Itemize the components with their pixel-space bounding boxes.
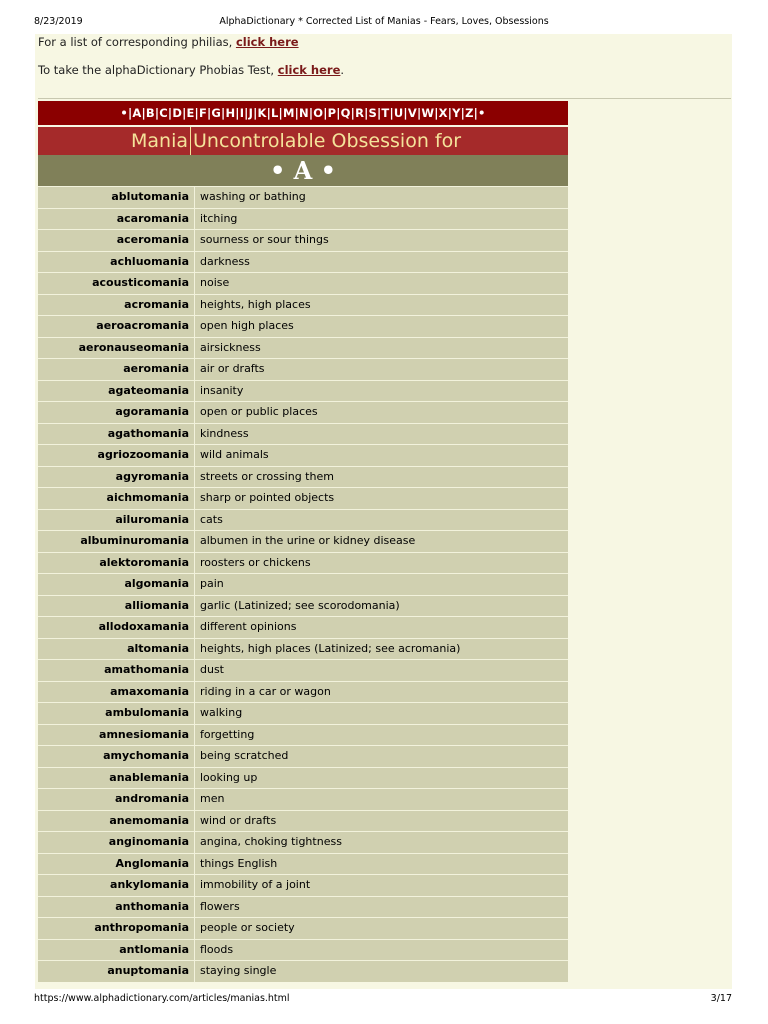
table-row (38, 659, 568, 681)
nav-letter-b[interactable]: B (145, 106, 155, 120)
alphabet-nav (38, 101, 568, 125)
mania-term: altomania (38, 639, 195, 660)
nav-separator: | (447, 106, 453, 120)
mania-definition: dust (200, 663, 224, 676)
nav-letter-k[interactable]: K (257, 106, 267, 120)
nav-separator: | (308, 106, 314, 120)
nav-separator: | (336, 106, 341, 120)
mania-definition: wild animals (200, 448, 269, 461)
table-row (38, 251, 568, 273)
nav-letter-d[interactable]: D (172, 106, 183, 120)
nav-letter-e[interactable]: E (186, 106, 195, 120)
nav-letter-m[interactable]: M (282, 106, 295, 120)
table-row (38, 573, 568, 595)
mania-term: ablutomania (38, 187, 195, 208)
mania-term: agateomania (38, 381, 195, 402)
mania-definition: immobility of a joint (200, 878, 311, 891)
mania-definition: washing or bathing (200, 190, 306, 203)
table-row (38, 638, 568, 660)
nav-separator: | (207, 106, 212, 120)
phobias-test-link[interactable]: click here (277, 63, 341, 77)
nav-separator: | (127, 106, 133, 120)
nav-separator: | (416, 106, 422, 120)
table-row (38, 616, 568, 638)
table-row (38, 767, 568, 789)
mania-table (38, 101, 568, 982)
table-row (38, 272, 568, 294)
mania-term: aeromania (38, 359, 195, 380)
table-row (38, 358, 568, 380)
nav-letter-s[interactable]: S (368, 106, 378, 120)
table-row (38, 788, 568, 810)
print-date: 8/23/2019 (34, 16, 83, 27)
mania-definition: heights, high places (200, 297, 311, 311)
nav-letter-x[interactable]: X (438, 106, 448, 120)
mania-definition: darkness (200, 254, 250, 268)
mania-term: anthropomania (38, 918, 195, 939)
mania-definition: open high places (200, 319, 294, 332)
phobias-test-period: . (340, 63, 345, 77)
nav-separator: | (235, 106, 240, 120)
table-header (38, 125, 568, 155)
philias-intro (38, 35, 299, 49)
mania-definition: forgetting (200, 727, 255, 741)
nav-letter-v[interactable]: V (407, 106, 417, 120)
nav-bullet-right: • (478, 106, 486, 120)
table-row (38, 831, 568, 853)
nav-letter-l[interactable]: L (271, 106, 279, 120)
mania-term: anuptomania (38, 961, 195, 982)
table-row (38, 401, 568, 423)
mania-definition: open or public places (200, 405, 318, 418)
table-row (38, 681, 568, 703)
mania-definition: cats (200, 512, 223, 526)
table-row (38, 853, 568, 875)
mania-term: anginomania (38, 832, 195, 853)
nav-bullet-left: • (120, 106, 128, 120)
nav-letter-f[interactable]: F (198, 106, 207, 120)
nav-separator: | (323, 106, 328, 120)
nav-letter-y[interactable]: Y (452, 106, 461, 120)
mania-term: ankylomania (38, 875, 195, 896)
nav-letter-g[interactable]: G (211, 106, 222, 120)
mania-definition: men (200, 792, 225, 805)
table-row (38, 509, 568, 531)
mania-definition: streets or crossing them (200, 469, 334, 483)
table-row (38, 337, 568, 359)
nav-letter-z[interactable]: Z (465, 106, 474, 120)
mania-term: allodoxamania (38, 617, 195, 638)
print-footer (0, 990, 768, 1010)
table-row (38, 939, 568, 961)
nav-separator: | (350, 106, 356, 120)
nav-separator: | (278, 106, 283, 120)
nav-letter-q[interactable]: Q (340, 106, 351, 120)
nav-separator: | (253, 106, 258, 120)
mania-definition: pain (200, 577, 224, 590)
table-row (38, 810, 568, 832)
mania-term: agyromania (38, 467, 195, 488)
nav-letter-a[interactable]: A (132, 106, 142, 120)
table-row (38, 186, 568, 208)
mania-definition: looking up (200, 770, 258, 784)
philias-link[interactable]: click here (235, 35, 299, 49)
mania-term: agoramania (38, 402, 195, 423)
table-row (38, 896, 568, 918)
nav-separator: | (141, 106, 146, 120)
mania-term: anablemania (38, 768, 195, 789)
mania-definition: people or society (200, 921, 295, 934)
table-row (38, 315, 568, 337)
mania-definition: angina, choking tightness (200, 835, 342, 848)
table-row (38, 208, 568, 230)
nav-separator: | (460, 106, 466, 120)
mania-term: amnesiomania (38, 725, 195, 746)
nav-separator: | (244, 106, 249, 120)
mania-term: alliomania (38, 596, 195, 617)
table-row (38, 745, 568, 767)
table-row (38, 444, 568, 466)
mania-term: antlomania (38, 940, 195, 961)
nav-letter-r[interactable]: R (355, 106, 365, 120)
philias-intro-text: For a list of corresponding philias, (38, 35, 236, 49)
header-mania: Mania (38, 127, 191, 155)
print-header (0, 12, 768, 32)
mania-term: Anglomania (38, 854, 195, 875)
nav-separator: | (403, 106, 408, 120)
mania-term: anemomania (38, 811, 195, 832)
nav-separator: | (389, 106, 394, 120)
mania-term: acousticomania (38, 273, 195, 294)
table-row (38, 960, 568, 982)
nav-separator: | (266, 106, 271, 120)
mania-term: achluomania (38, 252, 195, 273)
mania-definition: being scratched (200, 749, 289, 762)
mania-definition: staying single (200, 964, 277, 977)
mania-definition: insanity (200, 383, 244, 397)
nav-separator: | (221, 106, 226, 120)
mania-term: agriozoomania (38, 445, 195, 466)
phobias-test-intro (38, 63, 344, 77)
print-url: https://www.alphadictionary.com/articles/manias.html (34, 993, 290, 1004)
mania-definition: noise (200, 276, 230, 289)
mania-term: amychomania (38, 746, 195, 767)
mania-definition: wind or drafts (200, 813, 277, 827)
mania-term: albuminuromania (38, 531, 195, 552)
mania-term: algomania (38, 574, 195, 595)
nav-letter-j[interactable]: J (248, 106, 254, 120)
table-row (38, 702, 568, 724)
nav-letter-h[interactable]: H (225, 106, 236, 120)
nav-separator: | (167, 106, 173, 120)
mania-definition: roosters or chickens (200, 555, 311, 569)
mania-definition: kindness (200, 426, 249, 440)
mania-term: acaromania (38, 209, 195, 230)
table-row (38, 294, 568, 316)
mania-term: ambulomania (38, 703, 195, 724)
mania-definition: flowers (200, 899, 240, 913)
mania-definition: air or drafts (200, 362, 265, 375)
nav-separator: | (377, 106, 382, 120)
nav-separator: | (154, 106, 160, 120)
nav-separator: | (473, 106, 479, 120)
table-row (38, 466, 568, 488)
table-row (38, 530, 568, 552)
mania-term: amathomania (38, 660, 195, 681)
nav-letter-o[interactable]: O (313, 106, 324, 120)
nav-separator: | (194, 106, 199, 120)
mania-definition: sharp or pointed objects (200, 491, 335, 504)
nav-letter-i[interactable]: I (239, 106, 245, 120)
table-row (38, 487, 568, 509)
mania-definition: walking (200, 706, 243, 719)
mania-term: aeronauseomania (38, 338, 195, 359)
mania-term: aceromania (38, 230, 195, 251)
mania-definition: airsickness (200, 340, 261, 354)
nav-letter-t[interactable]: T (381, 106, 390, 120)
divider (38, 98, 731, 99)
nav-letter-p[interactable]: P (327, 106, 337, 120)
mania-definition: things English (200, 856, 278, 870)
mania-term: aeroacromania (38, 316, 195, 337)
table-row (38, 552, 568, 574)
mania-term: ailuromania (38, 510, 195, 531)
section-letter: • A • (38, 155, 568, 186)
table-row (38, 595, 568, 617)
nav-separator: | (434, 106, 439, 120)
mania-term: alektoromania (38, 553, 195, 574)
nav-separator: | (294, 106, 299, 120)
nav-separator: | (182, 106, 187, 120)
nav-letter-u[interactable]: U (393, 106, 404, 120)
table-row (38, 229, 568, 251)
mania-definition: different opinions (200, 620, 297, 633)
mania-definition: itching (200, 211, 238, 225)
table-row (38, 423, 568, 445)
mania-term: aichmomania (38, 488, 195, 509)
table-row (38, 380, 568, 402)
nav-letter-c[interactable]: C (159, 106, 168, 120)
mania-definition: floods (200, 942, 234, 956)
mania-term: anthomania (38, 897, 195, 918)
mania-definition: sourness or sour things (200, 233, 329, 246)
table-row (38, 917, 568, 939)
page-number: 3/17 (710, 993, 732, 1004)
mania-term: andromania (38, 789, 195, 810)
mania-term: amaxomania (38, 682, 195, 703)
phobias-test-intro-text: To take the alphaDictionary Phobias Test, (38, 63, 278, 77)
nav-letter-n[interactable]: N (299, 106, 309, 120)
mania-term: acromania (38, 295, 195, 316)
table-row (38, 874, 568, 896)
mania-rows (38, 186, 568, 982)
mania-definition: garlic (Latinized; see scorodomania) (200, 598, 400, 612)
mania-term: agathomania (38, 424, 195, 445)
nav-separator: | (364, 106, 369, 120)
nav-letter-w[interactable]: W (421, 106, 435, 120)
mania-definition: riding in a car or wagon (200, 684, 331, 698)
mania-definition: heights, high places (Latinized; see acromania) (200, 641, 461, 655)
print-title: AlphaDictionary * Corrected List of Manias - Fears, Loves, Obsessions (219, 16, 549, 27)
header-obsession: Uncontrolable Obsession for (193, 130, 462, 152)
mania-definition: albumen in the urine or kidney disease (200, 534, 416, 547)
table-row (38, 724, 568, 746)
